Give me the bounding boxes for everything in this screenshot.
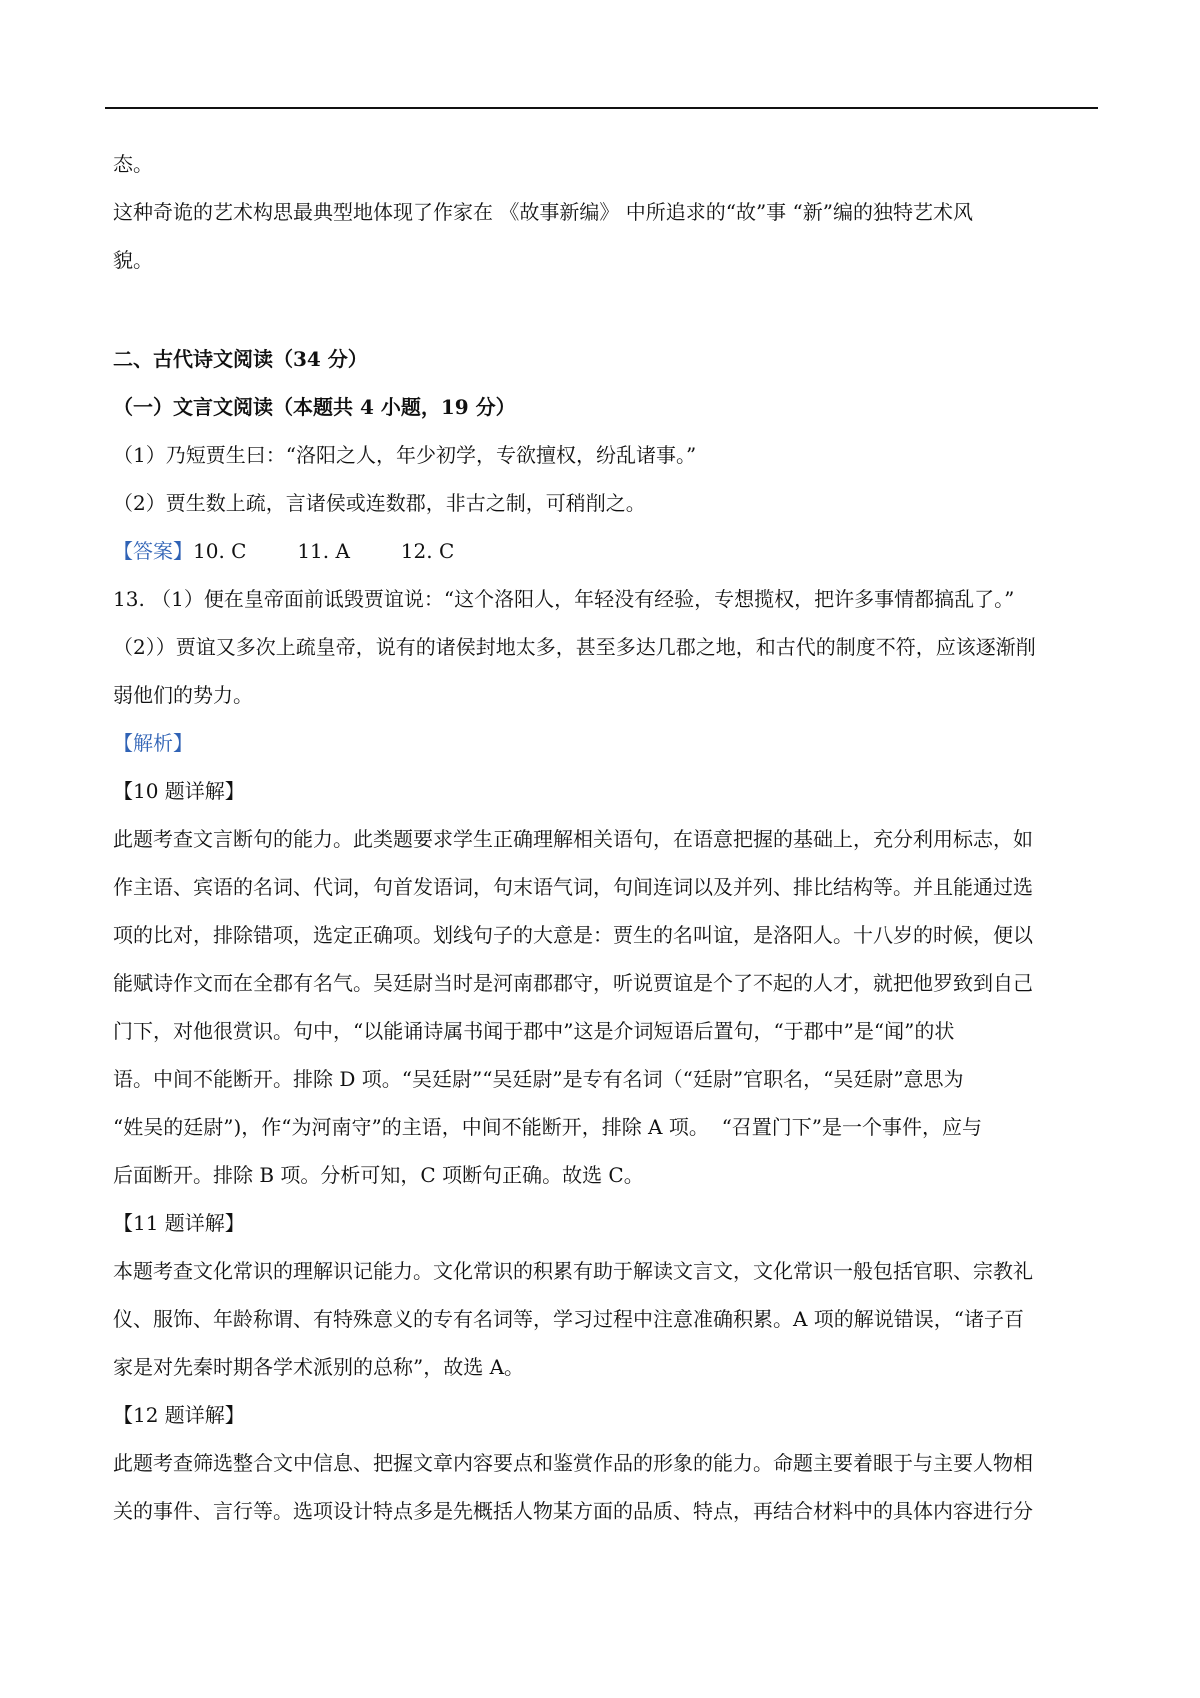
paragraph-line: 此题考查筛选整合文中信息、把握文章内容要点和鉴赏作品的形象的能力。命题主要着眼于与主要人物相 [113, 1451, 1033, 1475]
answer-label: 【答案】 [113, 539, 193, 563]
paragraph-line: 家是对先秦时期各学术派别的总称”，故选 A。 [113, 1355, 525, 1379]
section-heading: 二、古代诗文阅读（34 分） [113, 347, 368, 371]
paragraph-line: （2）贾生数上疏，言诸侯或连数郡，非古之制，可稍削之。 [113, 491, 646, 515]
paragraph-line: 作主语、宾语的名词、代词，句首发语词，句末语气词，句间连词以及并列、排比结构等。并且能通过选 [113, 875, 1033, 899]
paragraph-line: （2））贾谊又多次上疏皇帝，说有的诸侯封地太多，甚至多达几郡之地，和古代的制度不符，应该逐渐削 [113, 635, 1036, 659]
paragraph-line: 项的比对，排除错项，选定正确项。划线句子的大意是：贾生的名叫谊，是洛阳人。十八岁的时候，便以 [113, 923, 1033, 947]
paragraph-line: 此题考查文言断句的能力。此类题要求学生正确理解相关语句，在语意把握的基础上，充分利用标志，如 [113, 827, 1033, 851]
paragraph-line: 这种奇诡的艺术构思最典型地体现了作家在 《故事新编》 中所追求的“故”事 “新”编的独特艺术风 [113, 200, 973, 224]
paragraph-line: 仪、服饰、年龄称谓、有特殊意义的专有名词等，学习过程中注意准确积累。A 项的解说错误，“诸子百 [113, 1307, 1025, 1331]
paragraph-line: 能赋诗作文而在全郡有名气。吴廷尉当时是河南郡郡守，听说贾谊是个了不起的人才，就把他罗致到自己 [113, 971, 1033, 995]
paragraph-line: 语。中间不能断开。排除 D 项。“吴廷尉”“吴廷尉”是专有名词（“廷尉”官职名，“吴廷尉”意思为 [113, 1067, 964, 1091]
paragraph-line: 关的事件、言行等。选项设计特点多是先概括人物某方面的品质、特点，再结合材料中的具体内容进行分 [113, 1499, 1033, 1523]
question-12-heading: 【12 题详解】 [113, 1403, 245, 1427]
paragraph-line: 13. （1）便在皇帝面前诋毁贾谊说：“这个洛阳人，年轻没有经验，专想揽权，把许多事情都搞乱了。” [113, 587, 1015, 611]
paragraph-line: 门下，对他很赏识。句中，“以能诵诗属书闻于郡中”这是介词短语后置句，“于郡中”是“闻”的状 [113, 1019, 955, 1043]
paragraph-line: （1）乃短贾生曰：“洛阳之人，年少初学，专欲擅权，纷乱诸事。” [113, 443, 697, 467]
paragraph-line: 本题考查文化常识的理解识记能力。文化常识的积累有助于解读文言文，文化常识一般包括官职、宗教礼 [113, 1259, 1033, 1283]
paragraph-line: 貌。 [113, 248, 153, 272]
paragraph-line: “姓吴的廷尉”)，作“为河南守”的主语，中间不能断开，排除 A 项。 “召置门下”是一个事件，应与 [113, 1115, 983, 1139]
answer-values: 10. C 11. A 12. C [193, 539, 455, 563]
paragraph-line: 态。 [113, 152, 153, 176]
header-rule [105, 107, 1098, 109]
question-10-heading: 【10 题详解】 [113, 779, 245, 803]
paragraph-line: 弱他们的势力。 [113, 683, 253, 707]
paragraph-line: 后面断开。排除 B 项。分析可知，C 项断句正确。故选 C。 [113, 1163, 644, 1187]
question-11-heading: 【11 题详解】 [113, 1211, 245, 1235]
analysis-label: 【解析】 [113, 731, 193, 755]
answer-line [113, 537, 454, 565]
subsection-heading: （一）文言文阅读（本题共 4 小题，19 分） [113, 395, 516, 419]
